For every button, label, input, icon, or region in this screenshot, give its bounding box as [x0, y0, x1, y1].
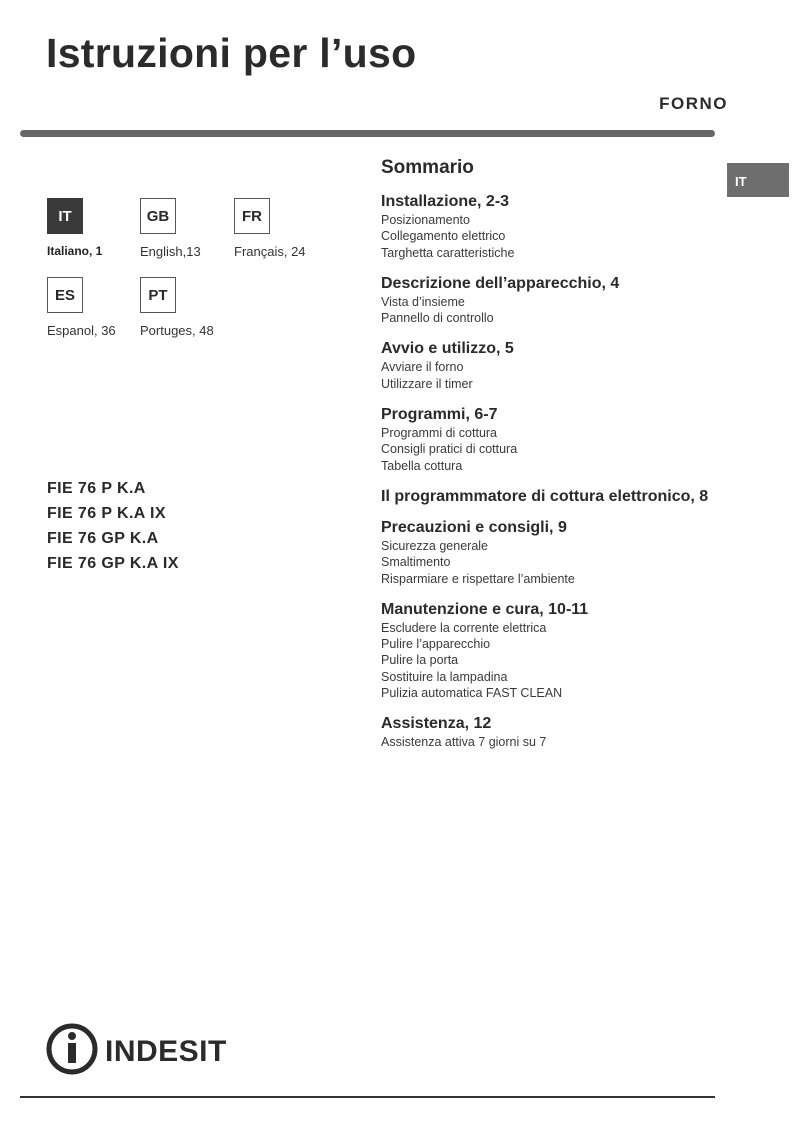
toc-section-title[interactable]: Manutenzione e cura, 10-11 [381, 600, 589, 618]
toc-section-title[interactable]: Installazione, 2-3 [381, 193, 510, 210]
toc-item[interactable]: Pulire la porta [381, 653, 459, 668]
toc-item[interactable]: Risparmiare e rispettare l’ambiente [381, 571, 575, 586]
language-label: Italiano, 1 [47, 244, 103, 258]
language-label: Portuges, 48 [140, 323, 214, 338]
language-gb[interactable] [140, 198, 230, 259]
brand-name: INDESIT [105, 1035, 227, 1068]
toc-item[interactable]: Sostituire la lampadina [381, 669, 508, 684]
language-code-box: FR [234, 198, 270, 234]
toc-section-title[interactable]: Il programmmatore di cottura elettronico, 8 [381, 487, 709, 505]
toc-item[interactable]: Smaltimento [381, 555, 451, 570]
toc-section-title[interactable]: Programmi, 6-7 [381, 406, 498, 424]
toc-section [381, 406, 721, 474]
language-label: English,13 [140, 244, 201, 259]
language-fr[interactable] [234, 198, 324, 259]
model-name: FIE 76 P K.A IX [47, 505, 166, 522]
language-pt[interactable] [140, 277, 230, 338]
language-code-box: GB [140, 198, 176, 234]
toc-item[interactable]: Escludere la corrente elettrica [381, 620, 547, 635]
toc-item[interactable]: Tabella cottura [381, 458, 463, 473]
toc-section-title[interactable]: Assistenza, 12 [381, 715, 492, 733]
toc-section [381, 275, 721, 327]
model-name: FIE 76 P K.A [47, 480, 146, 497]
model-name: FIE 76 GP K.A [47, 530, 159, 547]
toc-item[interactable]: Assistenza attiva 7 giorni su 7 [381, 735, 547, 750]
table-of-contents [381, 157, 721, 765]
toc-section [381, 488, 721, 505]
toc-item[interactable]: Vista d’insieme [381, 294, 465, 309]
toc-item[interactable]: Consigli pratici di cottura [381, 442, 518, 457]
toc-item[interactable]: Sicurezza generale [381, 538, 489, 553]
toc-item[interactable]: Targhetta caratteristiche [381, 245, 515, 260]
toc-section [381, 715, 721, 750]
toc-sections [381, 193, 721, 751]
toc-heading: Sommario [381, 157, 474, 178]
toc-item[interactable]: Avviare il forno [381, 360, 464, 375]
language-side-tab: IT [727, 163, 789, 197]
toc-section [381, 193, 721, 261]
page-title: Istruzioni per l’uso [46, 30, 417, 76]
language-label: Espanol, 36 [47, 323, 116, 338]
indesit-logo [45, 1021, 245, 1077]
toc-section-title[interactable]: Avvio e utilizzo, 5 [381, 340, 514, 358]
language-code-box: ES [47, 277, 83, 313]
toc-section-title[interactable]: Precauzioni e consigli, 9 [381, 518, 567, 536]
language-code-box: IT [47, 198, 83, 234]
toc-item[interactable]: Collegamento elettrico [381, 229, 506, 244]
toc-item[interactable]: Pannello di controllo [381, 311, 494, 326]
toc-section-title[interactable]: Descrizione dell’apparecchio, 4 [381, 274, 620, 292]
language-code-box: PT [140, 277, 176, 313]
language-it[interactable] [47, 198, 137, 258]
model-list [47, 476, 179, 576]
toc-item[interactable]: Posizionamento [381, 213, 470, 227]
model-name: FIE 76 GP K.A IX [47, 555, 179, 572]
footer-divider [20, 1096, 715, 1098]
language-label: Français, 24 [234, 244, 306, 259]
product-type: FORNO [659, 94, 728, 113]
toc-section [381, 601, 721, 701]
toc-item[interactable]: Utilizzare il timer [381, 376, 473, 391]
header-divider [20, 130, 715, 137]
toc-item[interactable]: Pulire l’apparecchio [381, 637, 491, 652]
toc-section [381, 519, 721, 587]
toc-item[interactable]: Pulizia automatica FAST CLEAN [381, 686, 563, 701]
toc-section [381, 340, 721, 392]
language-es[interactable] [47, 277, 137, 338]
toc-item[interactable]: Programmi di cottura [381, 426, 498, 441]
